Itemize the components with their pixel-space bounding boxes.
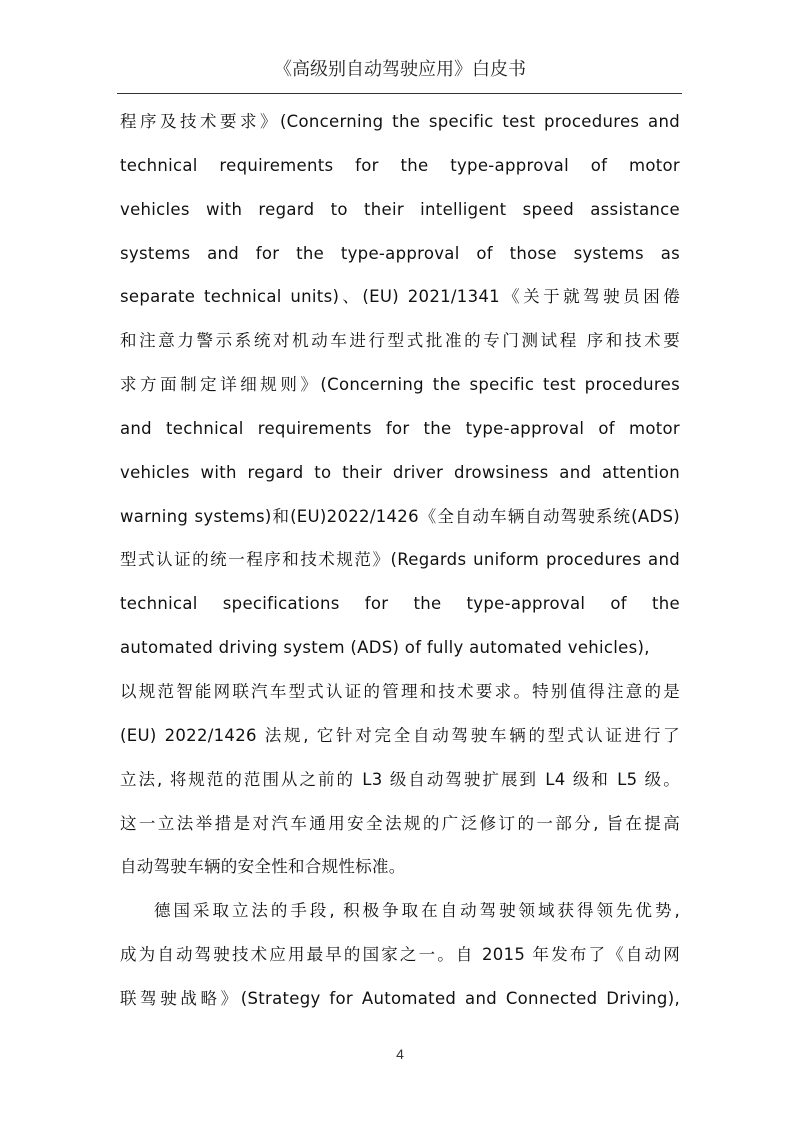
text-line: automated driving system (ADS) of fully automated vehicles), [120, 638, 650, 658]
text-line: 这一立法举措是对汽车通用安全法规的广泛修订的一部分, 旨在提高 [120, 813, 680, 833]
text-line: 成为自动驾驶技术应用最早的国家之一。自 2015 年发布了《自动网 [120, 945, 680, 965]
text-line: 求方面制定详细规则》(Concerning the specific test procedures [120, 375, 680, 395]
body-text [120, 100, 680, 1021]
text-line: 联驾驶战略》(Strategy for Automated and Connected Driving), [120, 988, 680, 1008]
page-header-title: 《高级别自动驾驶应用》白皮书 [274, 59, 526, 80]
text-line: 程序及技术要求》(Concerning the specific test procedures and [120, 112, 680, 131]
text-line: technical requirements for the type-approval of motor [120, 155, 680, 175]
text-line: vehicles with regard to their intelligent speed assistance [120, 199, 680, 219]
text-line: 德国采取立法的手段, 积极争取在自动驾驶领域获得领先优势, [154, 901, 680, 921]
text-line: technical specifications for the type-approval of the [120, 594, 680, 614]
text-line: 和注意力警示系统对机动车进行型式批准的专门测试程 序和技术要 [120, 331, 680, 351]
text-line: (EU) 2022/1426 法规, 它针对完全自动驾驶车辆的型式认证进行了 [120, 725, 680, 745]
header-divider [117, 93, 682, 94]
text-line: and technical requirements for the type-approval of motor [120, 418, 680, 438]
text-line: 型式认证的统一程序和技术规范》(Regards uniform procedures and [120, 550, 680, 570]
text-line: systems and for the type-approval of those systems as [120, 243, 680, 263]
text-line: 自动驾驶车辆的安全性和合规性标准。 [120, 857, 406, 877]
text-line: 以规范智能网联汽车型式认证的管理和技术要求。特别值得注意的是 [120, 681, 680, 701]
text-line: warning systems)和(EU)2022/1426《全自动车辆自动驾驶系统(ADS) [120, 506, 680, 526]
text-line: vehicles with regard to their driver drowsiness and attention [120, 462, 680, 482]
page-number: 4 [396, 1046, 404, 1062]
text-line: 立法, 将规范的范围从之前的 L3 级自动驾驶扩展到 L4 级和 L5 级。 [120, 769, 680, 789]
text-line: separate technical units)、(EU) 2021/1341《关于就驾驶员困倦 [120, 287, 680, 307]
